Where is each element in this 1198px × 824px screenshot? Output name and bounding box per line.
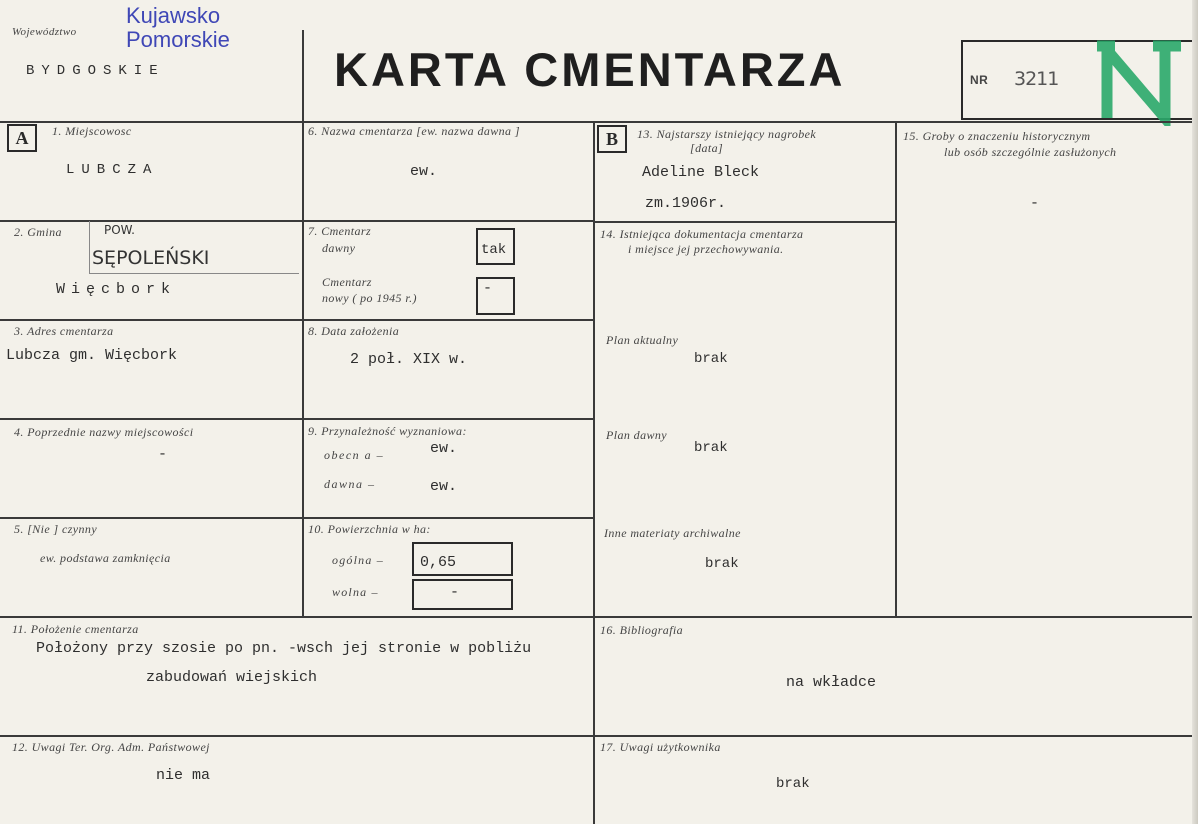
row-divider-6 [0, 735, 1198, 737]
region-stamp [126, 4, 230, 52]
field-10-total-label: ogólna – [332, 553, 384, 567]
field-12-label: 12. Uwagi Ter. Org. Adm. Państwowej [12, 740, 210, 754]
field-13-line2: zm.1906r. [645, 195, 727, 212]
field-10-free-box [412, 579, 513, 610]
field-9-current-value: ew. [430, 440, 458, 457]
field-2-value: Więcbork [56, 281, 177, 298]
field-7-label-b1: Cmentarz [322, 275, 372, 289]
field-17-label: 17. Uwagi użytkownika [600, 740, 721, 754]
field-4-value: - [158, 446, 168, 463]
col-divider-3 [895, 121, 897, 618]
row-divider-4 [0, 517, 595, 519]
field-13-label-1: 13. Najstarszy istniejący nagrobek [637, 127, 817, 141]
field-2-handwritten: SĘPOLEŃSKI [92, 247, 210, 269]
field-9-current-label: obecn a – [324, 448, 385, 462]
green-n-marker-icon [1085, 38, 1193, 126]
field-13-line1: Adeline Bleck [642, 164, 760, 181]
handwritten-bracket [89, 221, 90, 273]
nr-value: 3211 [1014, 68, 1059, 90]
field-3-value: Lubcza gm. Więcbork [6, 347, 178, 364]
field-14-label-1: 14. Istniejąca dokumentacja cmentarza [600, 227, 804, 241]
field-12-value: nie ma [156, 767, 211, 784]
stamp-line-2: Pomorskie [126, 27, 230, 52]
field-8-value: 2 poł. XIX w. [350, 351, 468, 368]
field-10-label: 10. Powierzchnia w ha: [308, 522, 431, 536]
field-3-label: 3. Adres cmentarza [14, 324, 114, 338]
field-15-label-1: 15. Groby o znaczeniu historycznym [903, 129, 1091, 143]
row-divider-5 [0, 616, 1198, 618]
field-5-sub: ew. podstawa zamknięcia [40, 551, 171, 565]
field-15-value: - [1030, 195, 1040, 212]
handwritten-underline [89, 273, 299, 274]
field-16-label: 16. Bibliografia [600, 623, 684, 637]
section-a-badge: A [7, 124, 37, 152]
field-7-label-a1: 7. Cmentarz [308, 224, 372, 238]
card-edge-shadow [1192, 0, 1198, 824]
field-13-label-2: [data] [690, 141, 724, 155]
col-divider-2 [593, 121, 595, 824]
field-11-label: 11. Położenie cmentarza [12, 622, 139, 636]
field-16-value: na wkładce [786, 674, 877, 691]
wojewodztwo-label: Województwo [12, 26, 77, 38]
wojewodztwo-value: BYDGOSKIE [26, 63, 165, 79]
field-9-label: 9. Przynależność wyznaniowa: [308, 424, 467, 438]
field-6-value: ew. [410, 163, 438, 180]
plan-former-label: Plan dawny [606, 428, 667, 442]
col-divider-1 [302, 30, 304, 616]
header-divider [0, 121, 1198, 123]
field-10-total-value: 0,65 [420, 554, 457, 571]
field-6-label: 6. Nazwa cmentarza [ew. nazwa dawna ] [308, 124, 520, 138]
field-2-label: 2. Gmina [14, 225, 62, 239]
nr-label: NR [970, 73, 989, 87]
stamp-line-1: Kujawsko [126, 3, 221, 28]
row-divider-3 [0, 418, 595, 420]
plan-current-value: brak [694, 351, 728, 367]
field-14-label-2: i miejsce jej przechowywania. [628, 242, 784, 256]
row-divider-2 [0, 319, 595, 321]
field-9-former-label: dawna – [324, 477, 376, 491]
field-7-label-b2: nowy ( po 1945 r.) [322, 291, 417, 305]
field-7-value-b: - [483, 280, 493, 297]
card-title: KARTA CMENTARZA [334, 43, 846, 96]
other-materials-label: Inne materiaty archiwalne [604, 526, 741, 540]
field-17-value: brak [776, 776, 810, 792]
field-1-label: 1. Miejscowosc [52, 124, 132, 138]
field-5-label: 5. [Nie ] czynny [14, 522, 98, 536]
field-7-label-a2: dawny [322, 241, 356, 255]
field-7-value-a: tak [481, 242, 507, 258]
field-9-former-value: ew. [430, 478, 458, 495]
b-row-divider [595, 221, 896, 223]
field-8-label: 8. Data założenia [308, 324, 400, 338]
field-7-box-new [476, 277, 515, 315]
plan-current-label: Plan aktualny [606, 333, 679, 347]
field-10-free-label: wolna – [332, 585, 379, 599]
field-1-value: LUBCZA [66, 162, 159, 178]
other-materials-value: brak [705, 556, 739, 572]
field-10-free-value: - [450, 584, 460, 601]
section-b-badge: B [597, 125, 627, 153]
field-11-line2: zabudowań wiejskich [146, 669, 318, 686]
field-2-handwritten-pow: POW. [104, 223, 135, 237]
plan-former-value: brak [694, 440, 728, 456]
field-4-label: 4. Poprzednie nazwy miejscowości [14, 425, 194, 439]
field-15-label-2: lub osób szczególnie zasłużonych [944, 145, 1117, 159]
field-11-line1: Położony przy szosie po pn. -wsch jej stronie w pobliżu [36, 640, 532, 657]
